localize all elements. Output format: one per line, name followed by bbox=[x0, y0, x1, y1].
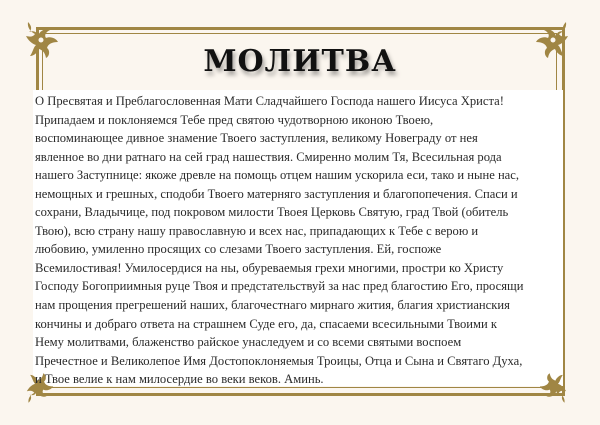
prayer-line: Господу Богоприимныя руце Твоя и предстательствуй за нас пред благостию Его, просящи bbox=[35, 279, 524, 294]
prayer-line: явленное во дни ратнаго на сей град нашествия. Смиренно молим Тя, Всесильная рода bbox=[35, 149, 502, 164]
prayer-line: нашего Заступнице: якоже древле на помощь отцем нашим ускорила еси, тако и ныне нас, bbox=[35, 168, 520, 183]
prayer-line: нам прощения прегрешений наших, благочестнаго мирнаго жития, благия христианския bbox=[35, 298, 510, 313]
prayer-line: Пречестное и Великолепое Имя Достопоклоняемыя Троицы, Отца и Сына и Святаго Духа, bbox=[35, 353, 523, 368]
prayer-line: Нему молитвами, блаженство райское унаследуем и со всеми святыми воспоем bbox=[35, 335, 462, 350]
prayer-line: О Пресвятая и Преблагословенная Мати Сладчайшего Господа нашего Иисуса Христа! bbox=[35, 94, 504, 108]
prayer-line: любовию, умиленно просящих со слезами Твоего заступления. Ей, госпоже bbox=[35, 242, 442, 257]
prayer-line: немощных и грешных, сподоби Твоего матерняго заступления и благопопечения. Спаси и bbox=[35, 186, 518, 201]
prayer-line: и Твое велие к нам милосердие во веки веков. Аминь. bbox=[35, 372, 324, 387]
page-title: МОЛИТВА bbox=[203, 44, 397, 79]
prayer-line: кончины и добраго ответа на страшнем Суде его, да, спасаеми всесильными Твоими к bbox=[35, 316, 498, 331]
prayer-line: Всемилостивая! Умилосердися на ны, обуреваемыя грехи многими, простри ко Христу bbox=[35, 260, 504, 275]
prayer-line: Твою), всю страну нашу православную и всех нас, припадающих к Тебе с верою и bbox=[35, 223, 479, 238]
prayer-line: Припадаем и поклоняемся Тебе пред святою чудотворною иконою Твоею, bbox=[35, 112, 434, 127]
prayer-line: сохрани, Владычице, под покровом милости Твоея Церковь Святую, град Твой (обитель bbox=[35, 205, 509, 220]
prayer-text bbox=[35, 92, 565, 389]
prayer-line: воспоминающее дивное знамение Твоего заступления, великому Новеграду от нея bbox=[35, 131, 478, 146]
